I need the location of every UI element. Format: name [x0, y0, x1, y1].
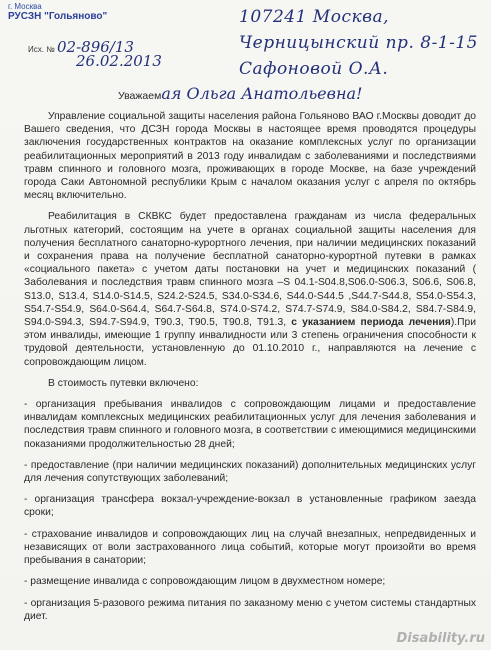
- list-item: - организация 5-разового режима питания по заказному меню с учетом системы стандартных диет.: [24, 597, 476, 622]
- paragraph-rehab-bold: с указанием периода лечения: [291, 317, 451, 329]
- salutation-prefix: Уважаем: [118, 90, 162, 102]
- paragraph-rehab-text: Реабилитация в СКВКС будет предоставлена гражданам из числа федеральных льготных категорий, состоящим на учете в органах социальной защиты населения для получения бесплатного санаторно-курортного лечения, при наличии медицинских показаний и сохранения права на получение бесплатной санаторно-курортной путевки в рамках «социального пакета» с учетом даты постановки на учет и медицинских показаний ( Заболевания и последствия травм спинного мозга –S 04.1-S04.8,S06.0-S06.3, S06.6, S06.8, S13.0, S13.4, S14.0-S14.5, S24.2-S24.5, S34.0-S34.6, S44.0-S44.5 ,S44.7-S44.8, S54.0-S54.3, S54.7-S54.9, S64.0-S64.4, S64.7-S64.8, S74.0-S74.2, S74.7-S74.9, S84.0-S84.2, S84.7-S84.9, S94.0-S94.3, S94.7-S94.9, T90.3, T90.5, T90.8, T91.3,: [24, 211, 476, 329]
- paragraph-intro: Управление социальной защиты населения района Гольяново ВАО г.Москвы доводит до Вашего сведения, что ДСЗН города Москвы в настоящее время проводятся процедуры заключения государственных контрактов на оказание комплексных услуг по организации реабилитационных мероприятий в 2013 году инвалидам с заболеваниями и последствиями травм спинного и головного мозга, проживающих в городе Москве, на базе учреждений города Саки Автономной республики Крым с началом оказания услуг с апреля по октябрь месяц включительно.: [24, 111, 476, 202]
- recipient-address: [239, 4, 479, 82]
- list-item: - страхование инвалидов и сопровождающих лиц на случай внезапных, непредвиденных и независящих от воли застрахованного лица событий, которые могут произойти во время пребывания в санатории;: [24, 528, 476, 567]
- paragraph-includes: В стоимость путевки включено:: [48, 377, 199, 389]
- stamp-org: РУСЗН "Гольяново": [8, 11, 108, 22]
- salutation: [118, 84, 362, 103]
- paragraph-rehab-tail: ).При этом инвалиды, имеющие 1 группу инвалидности или 3 степень ограничения способности к трудовой деятельности, установленную до 01.10.2010 г., направляются на лечение с сопровождающим лицом.: [24, 317, 476, 368]
- stamp-city: г. Москва: [8, 2, 42, 11]
- address-line-3: Сафоновой О.А.: [239, 59, 389, 79]
- registration-number-value: 02-896/13: [57, 38, 134, 56]
- registration-prefix: Исх. №: [28, 45, 55, 54]
- salutation-name: ая Ольга Анатольевна!: [161, 84, 363, 103]
- list-item: - организация пребывания инвалидов с сопровождающим лицами и предоставление инвалидам комплексных медицинских реабилитационных услуг для лечения заболевания и последствия травм спинного и головного мозга, в соответствии с имеющимися медицинскими показаниями продолжительностью 28 дней;: [24, 399, 476, 450]
- paragraph-rehabilitation: [24, 210, 476, 368]
- registration-date: 26.02.2013: [76, 52, 162, 70]
- watermark: Disability.ru: [396, 631, 485, 646]
- list-item: - размещение инвалида с сопровождающим лицом в двухместном номере;: [24, 576, 386, 588]
- letter-body: [24, 110, 476, 631]
- institution-stamp: [8, 2, 107, 22]
- list-item: - организация трансфера вокзал-учреждение-вокзал в установленные графиком заезда сроки;: [24, 494, 476, 519]
- address-line-2: Черницынский пр. 8-1-15: [239, 33, 478, 53]
- address-line-1: 107241 Москва,: [239, 7, 390, 27]
- list-item: - предоставление (при наличии медицинских показаний) дополнительных медицинских услуг для лечения сопутствующих заболеваний;: [24, 459, 476, 485]
